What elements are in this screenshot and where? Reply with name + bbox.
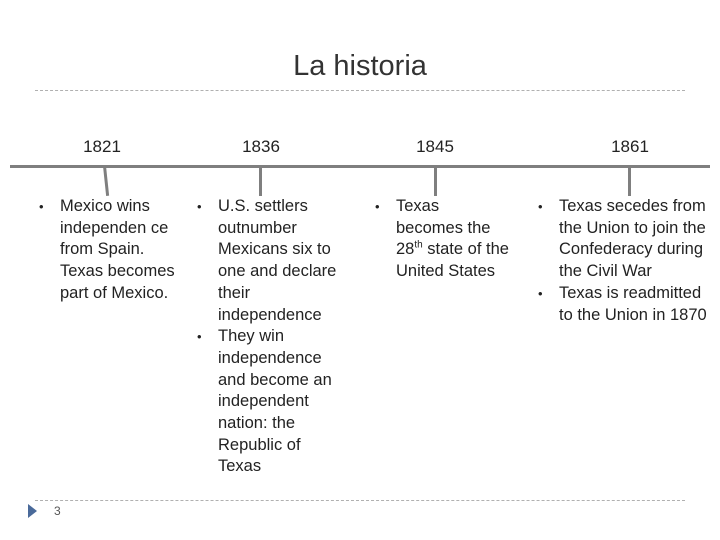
timeline-tick-1845	[434, 166, 437, 196]
year-1845: 1845	[416, 137, 454, 156]
slide-title: La historia	[293, 50, 427, 82]
events-1836	[192, 196, 340, 478]
slide-number	[28, 504, 61, 518]
timeline-tick-1861	[628, 166, 631, 196]
bottom-divider	[35, 500, 685, 501]
event-item: • Texas is readmitted to the Union in 1870	[533, 283, 709, 326]
arrow-icon	[28, 504, 37, 518]
year-1836: 1836	[242, 137, 280, 156]
events-1845	[370, 196, 510, 283]
timeline-tick-1836	[259, 166, 262, 196]
events-1861	[533, 196, 709, 326]
event-item: • Texas secedes from the Union to join the Confederacy during the Civil War	[533, 196, 709, 283]
event-item: • Mexico wins independen ce from Spain. Texas becomes part of Mexico.	[34, 196, 176, 305]
event-item: • They win independence and become an independent nation: the Republic of Texas	[192, 326, 340, 478]
event-item: • Texas becomes the 28th state of the United States	[370, 196, 510, 283]
year-1861: 1861	[611, 137, 649, 156]
event-item: • U.S. settlers outnumber Mexicans six to one and declare their independence	[192, 196, 340, 326]
events-1821	[34, 196, 176, 305]
timeline-tick-1821	[103, 166, 109, 196]
year-1821: 1821	[83, 137, 121, 156]
timeline-axis	[10, 165, 710, 168]
slide-number-label: 3	[54, 504, 61, 518]
top-divider	[35, 90, 685, 91]
